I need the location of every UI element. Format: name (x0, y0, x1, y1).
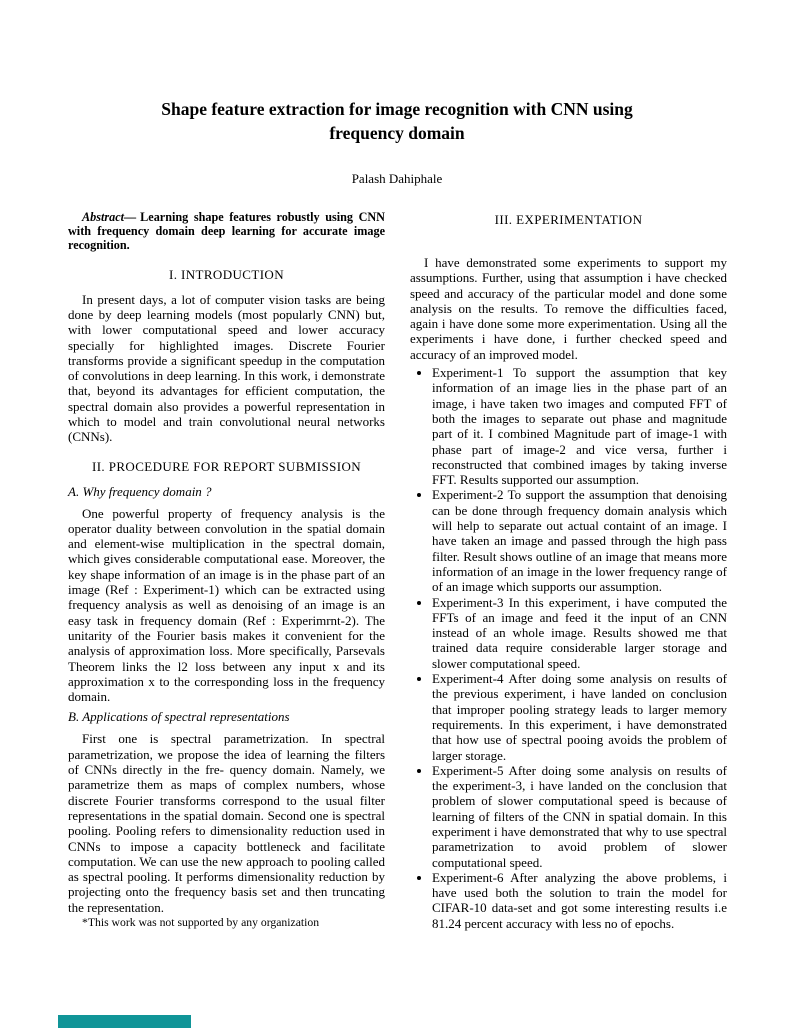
section-heading-introduction: I. INTRODUCTION (168, 266, 285, 282)
experiment-1-item: • Experiment-1 To support the assumption that key information of an image lies in the phase part of an image, i have taken two images and computed FFT of both the images to separate out phase and magnitude part of it. I combined Magnitude part of image-1 with phase part of image-2 and vice versa, further i reconstructed that combined images by taking inverse FFT. Results supported our assumption. (432, 365, 727, 487)
right-column (410, 210, 727, 931)
abstract-text: Learning shape features robustly using CNN with frequency domain deep learning for accurate image recognition. (68, 210, 385, 253)
experiment-3-item: • Experiment-3 In this experiment, i have computed the FFTs of an image and feed it the input of an CNN instead of an whole image. Results showed me that trained data require considerable larger storage and slower computational speed. (432, 595, 727, 671)
paper-title (0, 97, 794, 145)
experiment-5-item: • Experiment-5 After doing some analysis on results of the experiment-3, i have landed on the conclusion that problem of slower computational speed is because of learning of filters of the CNN in spatial domain. In this experiment i have demonstrated that why to use spectral parametrization to avoid problem of slower computational speed. (432, 763, 727, 870)
experiments-list (410, 365, 727, 931)
experimentation-paragraph: I have demonstrated some experiments to support my assumptions. Further, using that assumption i have checked speed and accuracy of the particular model and done some analysis on the results. To remove the difficulties faced, again i have done some more experimentation. Using all the experiments i have done, i further checked speed and accuracy of an improved model. (410, 255, 727, 362)
abstract (68, 210, 385, 253)
paper-title-line-1: Shape feature extraction for image recognition with CNN using (161, 99, 633, 119)
section-heading-procedure: II. PROCEDURE FOR REPORT SUBMISSION (91, 458, 362, 474)
section-heading-experimentation: III. EXPERIMENTATION (494, 212, 643, 227)
author-name: Palash Dahiphale (351, 171, 443, 186)
experiment-6-item: • Experiment-6 After analyzing the above problems, i have used both the solution to train the model for CIFAR-10 data-set and got some interesting results i.e 81.24 percent accuracy with less no of epochs. (432, 870, 727, 931)
two-column-body (0, 210, 794, 931)
left-column (68, 210, 385, 915)
introduction-paragraph: In present days, a lot of computer vision tasks are being done by deep learning models (most popularly CNN) but, with lower computational speed and lower accuracy specially for highlighted images. Discrete Fourier transforms provide a significant speedup in the computation of convolutions in deep learning. In this work, i demonstrate that, beyond its advantages for efficient computation, the spectral domain also provides a powerful representation in which to model and train convolutional neural networks (CNNs). (68, 291, 385, 445)
subsection-why-frequency-domain-paragraph: One powerful property of frequency analysis is the operator duality between convolution in the spatial domain and element-wise multiplication in the spectral domain, which gives considerable computational ease. Moreover, the key shape information of an image is in the phase part of an image (Ref : Experiment-1) which can be extracted using frequency analysis as well as denoising of an image is an easy task in frequency domain (Ref : Experimrnt-2). The unitarity of the Fourier basis makes it convenient for the analysis of approximation loss. More specifically, Parsevals Theorem links the l2 loss between any input x and its approximation x to the corresponding loss in the frequency domain. (68, 505, 385, 705)
subsection-heading-spectral-representations: B. Applications of spectral representations (68, 709, 290, 725)
subsection-heading-why-frequency-domain: A. Why frequency domain ? (68, 483, 212, 499)
abstract-label: Abstract— (82, 210, 137, 224)
paper-header (0, 0, 794, 186)
paper-title-line-2: frequency domain (329, 123, 465, 143)
experiment-4-item: • Experiment-4 After doing some analysis on results of the previous experiment, i have landed on conclusion that improper pooling strategy leads to larger memory requirements. In this experiment, i have demonstrated that how use of spectral pooing avoids the problem of larger storage. (432, 671, 727, 763)
subsection-spectral-representations-paragraph: First one is spectral parametrization. In spectral parametrization, we propose the idea of learning the filters of CNNs directly in the fre- quency domain. Namely, we parametrize them as maps of complex numbers, whose discrete Fourier transforms correspond to the usual filter representations in the spatial domain. Second one is spectral pooling. Pooling refers to dimensionality reduction used in CNNs to impose a capacity bottleneck and facilitate computation. We can use the new approach to pooling called as spectral pooling. It performs dimensionality reduction by projecting onto the frequency basis set and then truncating the representation. (68, 731, 385, 915)
experiment-2-item: • Experiment-2 To support the assumption that denoising can be done through frequency domain analysis which will help to separate out actual containt of an image. I have taken an image and passed through the high pass filter. Result shows outline of an image that means more information of an image in the lower frequency range of of an image which supports our assumption. (432, 487, 727, 594)
support-footnote: *This work was not supported by any organization (82, 916, 320, 929)
page-bottom-teal-bar (58, 1015, 191, 1028)
